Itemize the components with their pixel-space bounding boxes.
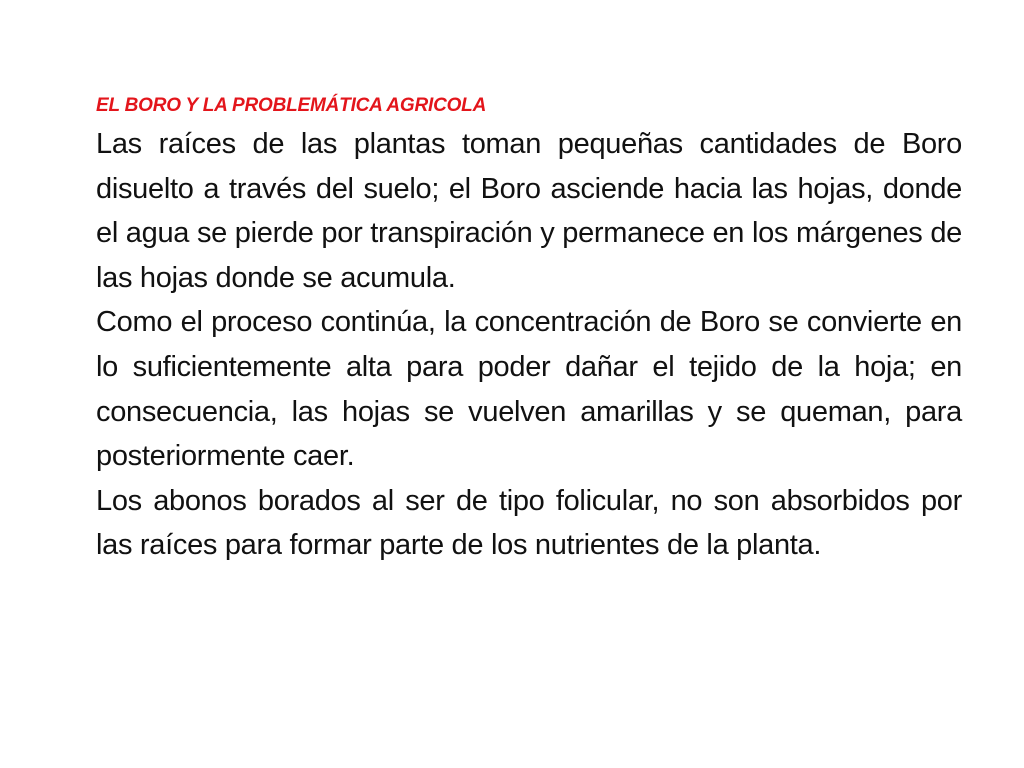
slide-content [96,90,962,568]
paragraph-foliar-fertilizers: Los abonos borados al ser de tipo folicular, no son absorbidos por las raíces para formar parte de los nutrientes de la planta. [96,484,962,562]
slide-title: EL BORO Y LA PROBLEMÁTICA AGRICOLA [96,95,487,116]
paragraph-roots-absorption: Las raíces de las plantas toman pequeñas cantidades de Boro disuelto a través del suelo; el Boro asciende hacia las hojas, donde el agua se pierde por transpiración y permanece en los márgenes de las hojas donde se acumula. [96,128,962,294]
paragraph-leaf-damage: Como el proceso continúa, la concentración de Boro se convierte en lo suficientemente alta para poder dañar el tejido de la hoja; en consecuencia, las hojas se vuelven amarillas y se queman, para posteriormente caer. [96,306,962,473]
